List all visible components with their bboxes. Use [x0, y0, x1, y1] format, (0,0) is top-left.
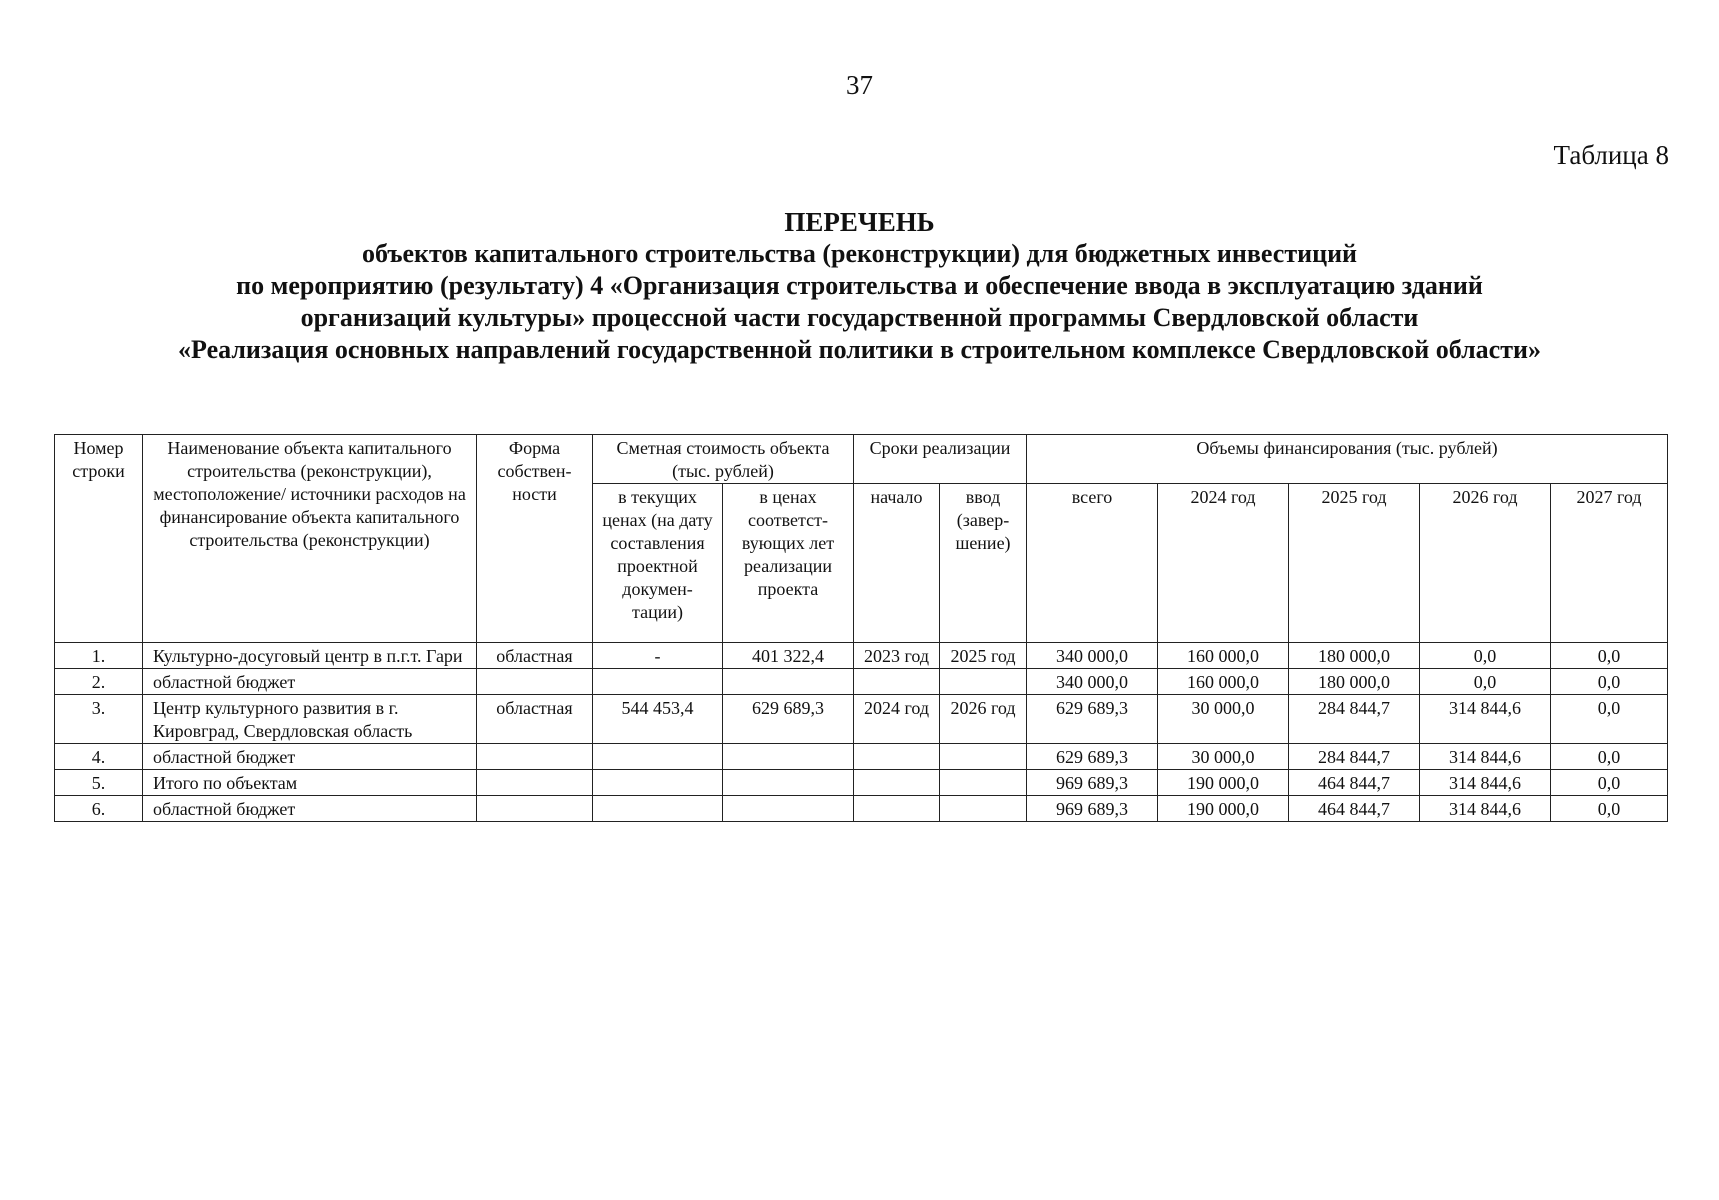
cell-num: 4.: [55, 744, 143, 770]
cell-name: Центр культурного развития в г. Кировград, Свердловская область: [143, 695, 477, 744]
cell-cost-current: [593, 796, 723, 822]
cell-2025: 464 844,7: [1289, 796, 1420, 822]
cell-2024: 30 000,0: [1158, 744, 1289, 770]
cell-ownership: [477, 770, 593, 796]
cell-2027: 0,0: [1551, 770, 1668, 796]
header-2024: 2024 год: [1158, 484, 1289, 643]
table-label: Таблица 8: [1553, 140, 1669, 170]
table-row: [55, 643, 1668, 669]
cell-num: 3.: [55, 695, 143, 744]
cell-cost-actual: 629 689,3: [723, 695, 854, 744]
document-title: [0, 206, 1719, 366]
cell-2026: 314 844,6: [1420, 796, 1551, 822]
cell-2024: 160 000,0: [1158, 643, 1289, 669]
cell-end: [940, 669, 1027, 695]
cell-2026: 0,0: [1420, 643, 1551, 669]
cell-num: 2.: [55, 669, 143, 695]
cell-2025: 180 000,0: [1289, 669, 1420, 695]
cell-2027: 0,0: [1551, 796, 1668, 822]
cell-end: [940, 796, 1027, 822]
header-object-name: Наименование объекта капитального строительства (реконструкции), местоположение/ источники расходов на финансирование объекта капитального строительства (реконструкции): [143, 435, 477, 643]
cell-start: [854, 796, 940, 822]
table-body: [55, 643, 1668, 822]
cell-ownership: областная: [477, 695, 593, 744]
cell-cost-actual: [723, 770, 854, 796]
cell-num: 1.: [55, 643, 143, 669]
cell-2026: 314 844,6: [1420, 695, 1551, 744]
cell-cost-current: [593, 770, 723, 796]
header-financing: Объемы финансирования (тыс. рублей): [1027, 435, 1668, 484]
header-2027: 2027 год: [1551, 484, 1668, 643]
cell-end: [940, 770, 1027, 796]
cell-2026: 0,0: [1420, 669, 1551, 695]
cell-total: 629 689,3: [1027, 695, 1158, 744]
title-line-1: ПЕРЕЧЕНЬ: [784, 207, 935, 237]
cell-total: 340 000,0: [1027, 643, 1158, 669]
cell-num: 6.: [55, 796, 143, 822]
cell-start: [854, 744, 940, 770]
cell-2024: 190 000,0: [1158, 770, 1289, 796]
title-line-2: объектов капитального строительства (реконструкции) для бюджетных инвестиций: [361, 239, 1358, 268]
cell-2025: 180 000,0: [1289, 643, 1420, 669]
cell-total: 969 689,3: [1027, 796, 1158, 822]
cell-cost-actual: [723, 744, 854, 770]
header-ownership: Форма собствен- ности: [477, 435, 593, 643]
header-total: всего: [1027, 484, 1158, 643]
header-terms: Сроки реализации: [854, 435, 1027, 484]
cell-cost-current: 544 453,4: [593, 695, 723, 744]
cell-2027: 0,0: [1551, 643, 1668, 669]
cell-cost-current: [593, 669, 723, 695]
cell-name: областной бюджет: [143, 744, 477, 770]
cell-end: 2025 год: [940, 643, 1027, 669]
cell-cost-actual: 401 322,4: [723, 643, 854, 669]
cell-start: 2024 год: [854, 695, 940, 744]
title-line-3: по мероприятию (результату) 4 «Организация строительства и обеспечение ввода в эксплуатацию зданий: [236, 271, 1483, 300]
cell-name: областной бюджет: [143, 669, 477, 695]
header-estimated-cost: Сметная стоимость объекта (тыс. рублей): [593, 435, 854, 484]
cell-end: 2026 год: [940, 695, 1027, 744]
cell-cost-actual: [723, 796, 854, 822]
table-header: [55, 435, 1668, 643]
header-term-start: начало: [854, 484, 940, 643]
cell-ownership: [477, 796, 593, 822]
cell-total: 629 689,3: [1027, 744, 1158, 770]
cell-end: [940, 744, 1027, 770]
header-2026: 2026 год: [1420, 484, 1551, 643]
header-term-end: ввод (завер- шение): [940, 484, 1027, 643]
cell-name: областной бюджет: [143, 796, 477, 822]
cell-start: [854, 770, 940, 796]
header-cost-actual: в ценах соответст- вующих лет реализации проекта: [723, 484, 854, 643]
cell-ownership: областная: [477, 643, 593, 669]
header-2025: 2025 год: [1289, 484, 1420, 643]
cell-2026: 314 844,6: [1420, 744, 1551, 770]
title-line-4: организаций культуры» процессной части государственной программы Свердловской области: [300, 303, 1419, 332]
cell-2027: 0,0: [1551, 695, 1668, 744]
cell-2027: 0,0: [1551, 669, 1668, 695]
cell-cost-actual: [723, 669, 854, 695]
table-row: [55, 770, 1668, 796]
cell-num: 5.: [55, 770, 143, 796]
cell-total: 969 689,3: [1027, 770, 1158, 796]
cell-start: 2023 год: [854, 643, 940, 669]
cell-ownership: [477, 669, 593, 695]
cell-start: [854, 669, 940, 695]
cell-2024: 30 000,0: [1158, 695, 1289, 744]
cell-ownership: [477, 744, 593, 770]
cell-2027: 0,0: [1551, 744, 1668, 770]
table-row: [55, 669, 1668, 695]
capital-objects-table: [54, 434, 1668, 822]
table-row: [55, 695, 1668, 744]
cell-2024: 160 000,0: [1158, 669, 1289, 695]
cell-2025: 284 844,7: [1289, 695, 1420, 744]
cell-name: Итого по объектам: [143, 770, 477, 796]
cell-2026: 314 844,6: [1420, 770, 1551, 796]
cell-name: Культурно-досуговый центр в п.г.т. Гари: [143, 643, 477, 669]
cell-total: 340 000,0: [1027, 669, 1158, 695]
page-number: 37: [846, 70, 873, 100]
table-row: [55, 796, 1668, 822]
cell-cost-current: [593, 744, 723, 770]
cell-cost-current: -: [593, 643, 723, 669]
cell-2025: 284 844,7: [1289, 744, 1420, 770]
cell-2024: 190 000,0: [1158, 796, 1289, 822]
table-row: [55, 744, 1668, 770]
header-cost-current: в текущих ценах (на дату составления проектной докумен- тации): [593, 484, 723, 643]
title-line-5: «Реализация основных направлений государственной политики в строительном комплексе Свердловской области»: [178, 335, 1541, 364]
cell-2025: 464 844,7: [1289, 770, 1420, 796]
header-row-number: Номер строки: [55, 435, 143, 643]
